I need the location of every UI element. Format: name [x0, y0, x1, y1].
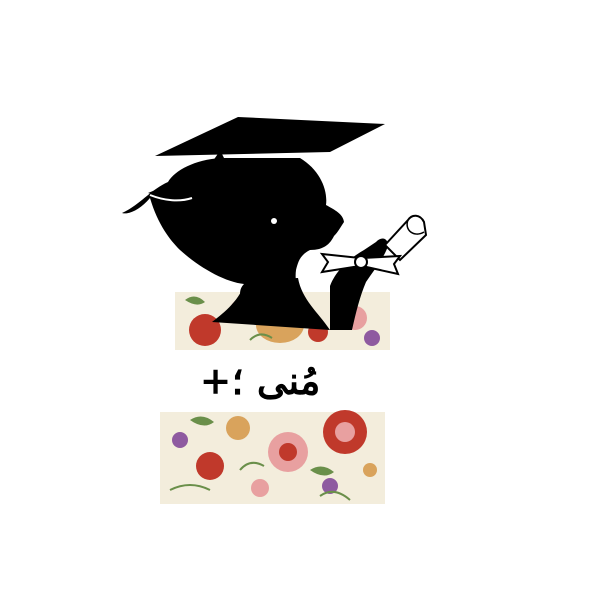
diploma-scroll-icon	[385, 216, 426, 260]
name-caption: مُنى ؛+	[199, 357, 321, 403]
earring	[271, 218, 277, 224]
lower-floral-band	[160, 410, 385, 504]
